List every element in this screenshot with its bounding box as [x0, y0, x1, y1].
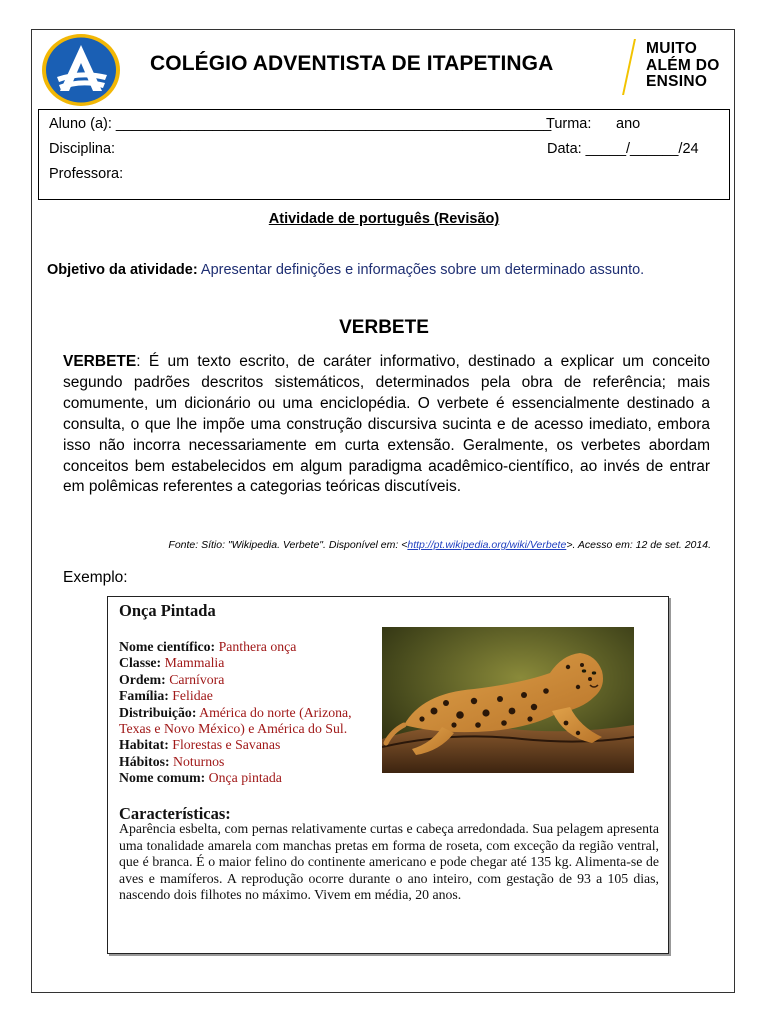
field-row — [119, 655, 379, 671]
disciplina-field[interactable]: Disciplina: — [49, 141, 116, 157]
example-card — [107, 596, 669, 954]
card-title: Onça Pintada — [119, 601, 216, 620]
objective-text: Apresentar definições e informações sobre um determinado assunto. — [197, 262, 645, 278]
objective — [47, 262, 644, 278]
field-key: Distribuição: — [119, 704, 197, 720]
school-logo-icon — [41, 33, 121, 107]
field-row — [119, 639, 379, 655]
aluno-field[interactable]: Aluno (a): ______________________________________________________ — [49, 116, 552, 132]
field-row — [119, 754, 379, 770]
characteristics-text: Aparência esbelta, com pernas relativamente curtas e cabeça arredondada. Sua pelagem apresenta uma tonalidade amarela com manchas pretas em forma de roseta, com exceção da região ventral, que é branca. É o maior felino do continente americano e pode chegar até 135 kg. Alimenta-se de aves e mamíferos. A reprodução ocorre durante o ano inteiro, com gestação de 93 a 105 dias, nascendo dois filhotes no máximo. Vivem em média, 20 anos. — [119, 821, 659, 903]
verbete-definition — [63, 352, 710, 498]
field-key: Ordem: — [119, 671, 166, 687]
field-row — [119, 770, 379, 786]
professora-field[interactable]: Professora: — [49, 166, 124, 182]
field-value: Florestas e Savanas — [168, 737, 281, 753]
source-link[interactable]: http://pt.wikipedia.org/wiki/Verbete — [407, 539, 567, 551]
field-value: América do norte (Arizona, Texas e Novo México) e América do Sul. — [119, 704, 352, 737]
field-key: Nome científico: — [119, 639, 216, 654]
field-row — [119, 688, 379, 704]
objective-label: Objetivo da atividade: — [47, 262, 198, 278]
definition-text: : É um texto escrito, de caráter informativo, destinado a explicar um conceito segundo padrões descritos sistemáticos, determinados pela obra de referência; mais comumente, um dicionário ou uma enciclopédia. O verbete é essencialmente destinado a consulta, o que lhe impõe uma construção discursiva sucinta e de acesso imediato, embora isso não incorra necessariamente em curta extensão. Geralmente, os verbetes abordam conceitos bem estabelecidos em algum paradigma acadêmico-científico, ao invés de entrar em polêmicas referentes a categorias teóricas discutíveis. — [63, 353, 710, 496]
source-citation — [63, 538, 711, 552]
field-key: Hábitos: — [119, 753, 170, 769]
data-field[interactable]: Data: _____/______/24 — [547, 141, 699, 157]
source-prefix: Fonte: Sítio: "Wikipedia. Verbete". Disponível em: < — [168, 539, 408, 551]
field-row — [119, 705, 379, 738]
slogan-line: ENSINO — [646, 73, 708, 90]
field-key: Família: — [119, 688, 169, 704]
field-value: Onça pintada — [205, 770, 282, 786]
card-fields — [119, 639, 379, 787]
slogan-logo — [622, 37, 734, 99]
characteristics-title: Características: — [119, 804, 231, 823]
definition-term: VERBETE — [63, 353, 137, 370]
student-info-box — [38, 109, 730, 200]
slogan-bar — [622, 39, 636, 95]
turma-value[interactable]: ano — [616, 116, 641, 132]
field-row — [119, 737, 379, 753]
slogan-line: ALÉM DO — [646, 56, 720, 74]
field-value: Mammalia — [161, 655, 225, 671]
field-key: Habitat: — [119, 737, 169, 753]
slogan-text — [646, 41, 720, 91]
turma-label: Turma: — [546, 116, 592, 132]
activity-title: Atividade de português (Revisão) — [268, 211, 500, 227]
slogan-line: MUITO — [646, 40, 698, 57]
source-suffix: >. Acesso em: 12 de set. 2014. — [566, 539, 711, 551]
field-value: Panthera onça — [215, 639, 297, 654]
field-key: Classe: — [119, 655, 162, 671]
field-value: Carnívora — [165, 671, 225, 687]
jaguar-photo — [382, 627, 634, 773]
verbete-heading: VERBETE — [339, 317, 429, 338]
field-value: Noturnos — [169, 753, 225, 769]
field-value: Felidae — [168, 688, 213, 704]
field-key: Nome comum: — [119, 770, 206, 786]
school-title: COLÉGIO ADVENTISTA DE ITAPETINGA — [150, 52, 554, 75]
field-row — [119, 672, 379, 688]
example-label: Exemplo: — [63, 569, 128, 586]
